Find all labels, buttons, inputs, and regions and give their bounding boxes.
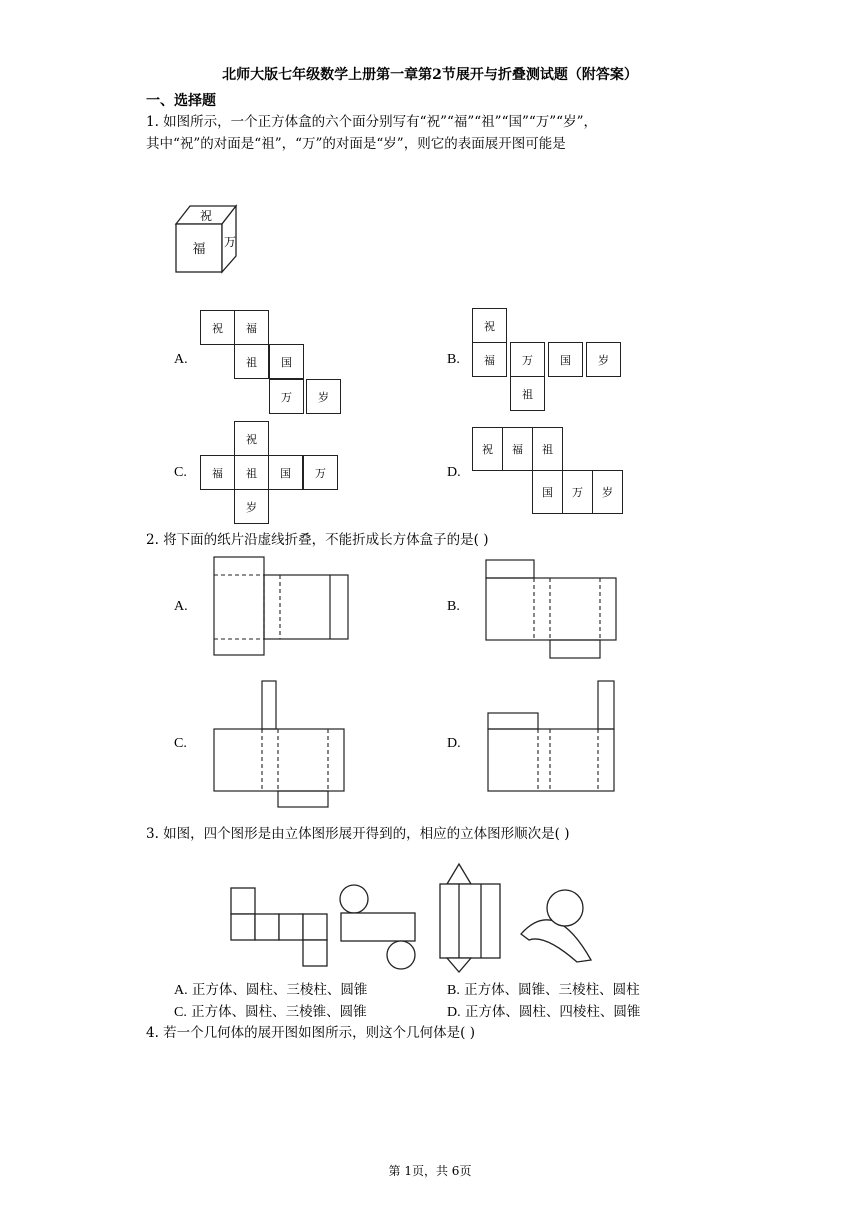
cube-front-face: 福 [192, 242, 206, 257]
net-cell: 国 [268, 455, 303, 490]
net-cell: 祖 [510, 376, 545, 411]
net-cell: 祝 [472, 427, 503, 471]
net-cell: 万 [562, 470, 593, 514]
q2-option-d-label: D. [447, 736, 461, 751]
q3-text: 3. 如图，四个图形是由立体图形展开得到的，相应的立体图形顺次是( ) [146, 826, 570, 842]
q1-option-b-net [472, 308, 632, 413]
q3-nets-figure [225, 860, 595, 975]
q3-answer-a-label: A. [174, 983, 188, 998]
net-cell: 岁 [586, 342, 621, 377]
q3-answer-b-label: B. [447, 983, 460, 998]
q3-answer-a-text: 正方体、圆柱、三棱柱、圆锥 [191, 982, 368, 998]
q3-answer-b [447, 978, 640, 999]
net-cell: 福 [234, 310, 269, 345]
q3-answer-c-label: C. [174, 1005, 187, 1020]
q2-option-d-net [484, 677, 619, 797]
q1-option-c-label: C. [174, 465, 187, 480]
cube-right-face: 万 [223, 235, 237, 249]
q1-option-a-label: A. [174, 352, 188, 367]
q2-option-a-label: A. [174, 599, 188, 614]
q2-option-b-label: B. [447, 599, 460, 614]
q3-answer-d [447, 1000, 640, 1021]
q2-text: 2. 将下面的纸片沿虚线折叠，不能折成长方体盒子的是( ) [146, 532, 489, 548]
q3-answer-c-text: 正方体、圆柱、三棱锥、圆锥 [191, 1004, 367, 1020]
net-cell: 岁 [234, 489, 269, 524]
net-cell: 国 [269, 344, 304, 379]
q4-text: 4. 若一个几何体的展开图如图所示，则这个几何体是( ) [146, 1025, 475, 1041]
page-footer: 第 1页，共 6页 [388, 1164, 472, 1178]
q3-answer-b-text: 正方体、圆锥、三棱柱、圆柱 [464, 982, 640, 998]
net-cell: 祖 [532, 427, 563, 471]
q1-option-d-label: D. [447, 465, 461, 480]
q1-text-line2: 其中“祝”的对面是“祖”，“万”的对面是“岁”，则它的表面展开图可能是 [146, 136, 566, 152]
net-cell: 国 [532, 470, 563, 514]
net-cell: 祝 [200, 310, 235, 345]
net-cell: 祝 [472, 308, 507, 343]
net-cell: 岁 [306, 379, 341, 414]
net-cell: 祖 [234, 344, 269, 379]
q3-answer-a [174, 978, 367, 999]
q1-text-line1: 1. 如图所示，一个正方体盒的六个面分别写有“祝”“福”“祖”“国”“万”“岁”， [146, 114, 597, 130]
net-cell: 国 [548, 342, 583, 377]
net-cell: 岁 [592, 470, 623, 514]
net-cell: 祝 [234, 421, 269, 456]
q3-answer-c [174, 1000, 367, 1021]
net-cell: 福 [502, 427, 533, 471]
q1-option-c-net [200, 421, 350, 526]
q2-option-b-net [482, 558, 622, 663]
net-cell: 万 [269, 379, 304, 414]
q1-option-a-net [200, 310, 350, 410]
section-heading: 一、选择题 [146, 93, 216, 109]
q1-option-d-net [472, 427, 632, 517]
q1-cube-figure [170, 200, 242, 276]
q2-option-c-label: C. [174, 736, 187, 751]
net-cell: 祖 [234, 455, 269, 490]
q3-answer-d-text: 正方体、圆柱、四棱柱、圆锥 [464, 1004, 641, 1020]
net-cell: 万 [303, 455, 338, 490]
q3-answer-d-label: D. [447, 1005, 461, 1020]
document-title: 北师大版七年级数学上册第一章第2节展开与折叠测试题（附答案） [222, 67, 638, 83]
q2-option-c-net [210, 677, 355, 812]
net-cell: 万 [510, 342, 545, 377]
net-cell: 福 [472, 342, 507, 377]
net-cell: 福 [200, 455, 235, 490]
cube-top-face: 祝 [199, 209, 213, 223]
q2-option-a-net [210, 555, 355, 660]
q1-option-b-label: B. [447, 352, 460, 367]
